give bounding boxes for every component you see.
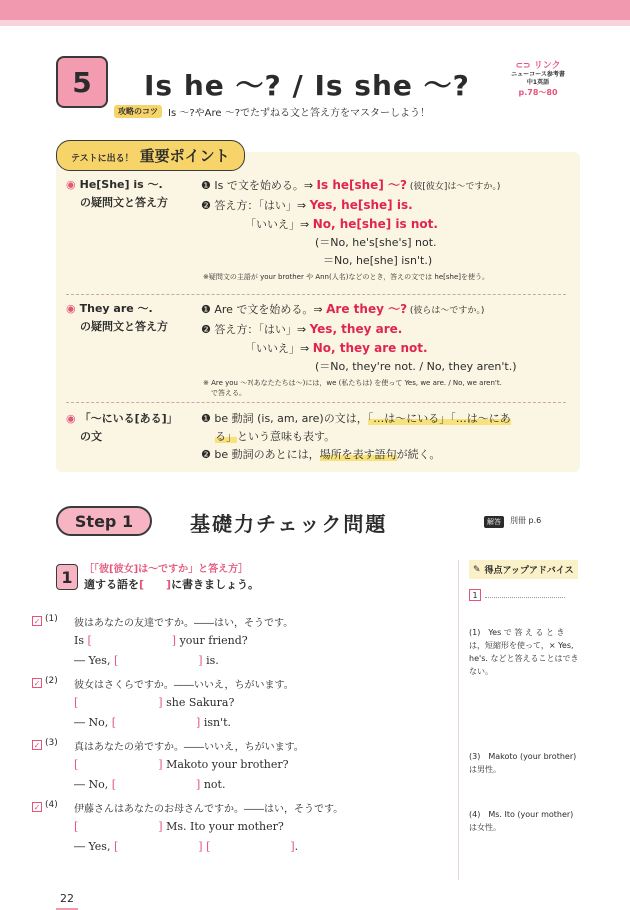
question-category: ［「彼[彼女]は～ですか」と答え方］ <box>84 564 249 575</box>
advice-note-3: (3) Makoto (your brother)は男性。 <box>469 752 577 774</box>
english-line: ― No, [ ] not. <box>74 778 226 791</box>
check-icon[interactable]: ✓ <box>33 617 41 626</box>
key-point-section-2: ◉ They are ～. の疑問文と答え方 ❶ Are で文を始める。⇒ Are they ～? (彼らは～ですか。) ❷ 答え方：「はい」⇒ Yes, they are. 「いいえ」⇒ No, they are not. (＝No, they're not. / No, they aren't.) ※ Are you ～?(あなたたちは～)には，we (私たちは) を使って Yes, we are. / No, we aren't. で答える。 <box>66 302 517 397</box>
link-chain-icon: ⊂⊃ <box>515 61 531 71</box>
english-line: Is [ ] your friend? <box>74 634 248 647</box>
key-point-section-1: ◉ He[She] is ～. の疑問文と答え方 ❶ Is で文を始める。⇒ Is he[she] ～? (彼[彼女]は～ですか。) ❷ 答え方：「はい」⇒ Yes, he[she] is. 「いいえ」⇒ No, he[she] is not. (＝No, he's[she's] not. ＝No, he[she] isn't.) ※疑問文の主語が your brother や Ann(人名)などのとき，答えの文では he[she]を使う。 <box>66 178 501 281</box>
english-line: [ ] she Sakura? <box>74 696 235 709</box>
advice-note-4: (4) Ms. Ito (your mother)は女性。 <box>469 810 574 832</box>
list-item: ✓ (4) 伊藤さんはあなたのお母さんですか。――はい，そうです。 <box>33 800 344 815</box>
list-item: ✓ (2) 彼女はさくらですか。――いいえ，ちがいます。 <box>33 676 294 691</box>
bullet-icon: ◉ <box>66 412 76 425</box>
tip-row <box>114 104 430 119</box>
list-item: ✓ (3) 真はあなたの弟ですか。――いいえ，ちがいます。 <box>33 738 304 753</box>
english-line: ― No, [ ] isn't. <box>74 716 232 729</box>
link-book-subtitle: 中1英語 <box>526 79 550 86</box>
answer-reference: 別冊 p.6 <box>510 516 542 525</box>
link-pages: p.78～80 <box>518 88 558 97</box>
advice-heading: ✎ 得点アップアドバイス <box>469 560 578 579</box>
english-line: [ ] Ms. Ito your mother? <box>74 820 284 833</box>
check-icon[interactable]: ✓ <box>33 679 41 688</box>
english-line: ― Yes, [ ] is. <box>74 654 219 667</box>
link-label: ⊂⊃ リンク <box>515 61 561 71</box>
bullet-icon: ◉ <box>66 178 76 191</box>
step-title: 基礎力チェック問題 <box>190 512 388 536</box>
tip-text: Is ～?やAre ～?でたずねる文と答え方をマスターしよう！ <box>168 108 431 119</box>
question-instruction: 適する語を[ ]に書きましょう。 <box>84 578 260 591</box>
reference-link-box <box>502 58 574 98</box>
advice-number: 1 <box>469 589 481 601</box>
question-number: 1 <box>56 564 78 590</box>
tip-badge: 攻略のコツ <box>114 105 162 118</box>
link-book-title: ニューコース参考書 <box>511 71 565 78</box>
pencil-icon: ✎ <box>473 564 481 575</box>
key-points-heading: テストに出る！ 重要ポイント <box>56 140 245 171</box>
step-pill: Step 1 <box>56 506 152 536</box>
advice-note-1: (1) Yes で 答 え る と き は，短縮形を使って，× Yes, he's. などと答えることはできない。 <box>469 628 579 676</box>
answer-badge: 解答 <box>484 516 504 528</box>
unit-number-badge: 5 <box>56 56 108 108</box>
page <box>33 36 589 905</box>
page-title: Is he ～? / Is she ～? <box>144 69 470 102</box>
list-item: ✓ (1) 彼はあなたの友達ですか。――はい，そうです。 <box>33 614 294 629</box>
check-icon[interactable]: ✓ <box>33 803 41 812</box>
key-point-section-3: ◉ 「～にいる[ある]」 の文 ❶ be 動詞 (is, am, are)の文は，「…は～にいる」「…は～にあ る」という意味も表す。 ❷ be 動詞のあとには，場所を表す語句が続く。 <box>66 412 511 461</box>
advice-column <box>458 560 578 880</box>
top-color-band-light <box>0 20 630 26</box>
section-divider <box>66 402 566 403</box>
english-line: [ ] Makoto your brother? <box>74 758 289 771</box>
section-divider <box>66 294 566 295</box>
top-color-band <box>0 0 630 20</box>
bullet-icon: ◉ <box>66 302 76 315</box>
check-icon[interactable]: ✓ <box>33 741 41 750</box>
english-line: ― Yes, [ ] [ ]. <box>74 840 299 853</box>
dotted-line <box>485 597 565 598</box>
page-number: 22 <box>60 892 74 905</box>
